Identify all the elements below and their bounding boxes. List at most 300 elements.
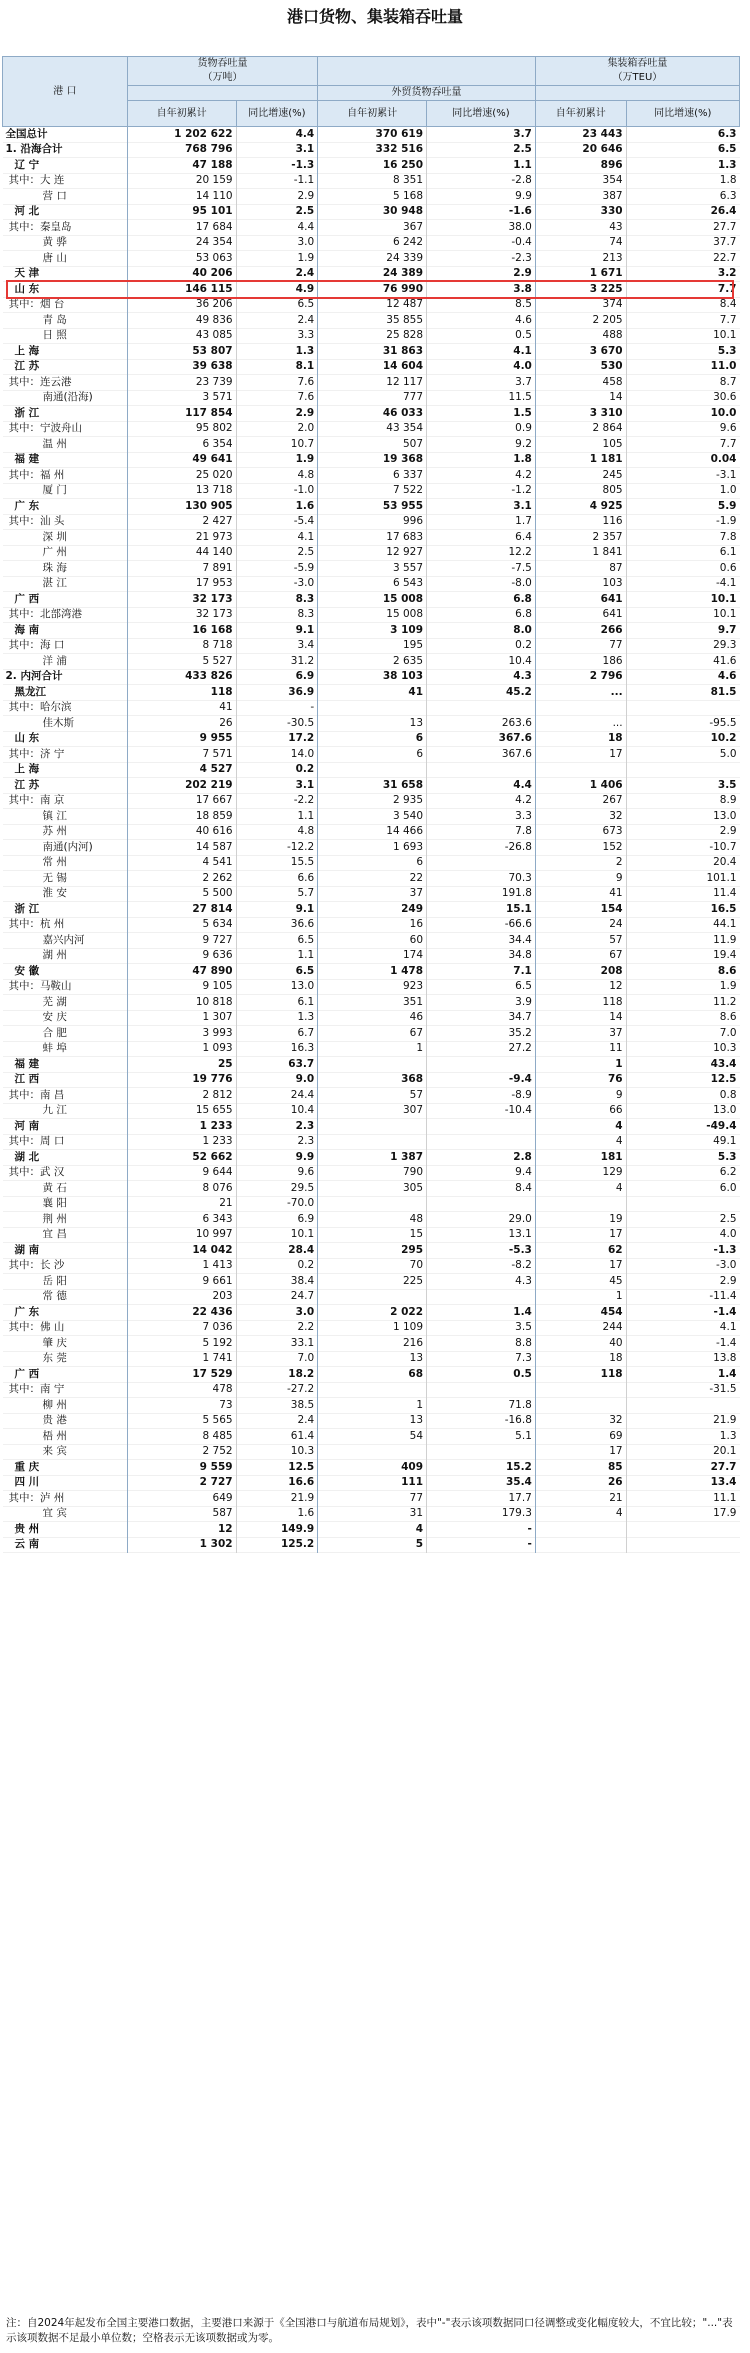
table-cell: 16 250	[318, 158, 427, 174]
table-cell: 4 541	[127, 855, 236, 871]
table-cell	[626, 1537, 739, 1553]
table-cell	[318, 1196, 427, 1212]
table-cell: 3.4	[236, 638, 318, 654]
table-cell: 12	[127, 1522, 236, 1538]
table-cell: 14 042	[127, 1243, 236, 1259]
table-cell: 13	[318, 716, 427, 732]
table-cell: 61.4	[236, 1429, 318, 1445]
table-row	[3, 235, 740, 251]
table-cell: 3 225	[535, 282, 626, 298]
port-name: 其中：南 昌	[8, 1088, 65, 1101]
table-cell: 2.3	[236, 1134, 318, 1150]
table-cell: -2.8	[427, 173, 536, 189]
table-cell: 10.1	[626, 592, 739, 608]
table-cell: 20 646	[535, 142, 626, 158]
table-cell: 4.0	[626, 1227, 739, 1243]
table-cell: 9	[535, 871, 626, 887]
table-row	[3, 530, 740, 546]
table-cell: 216	[318, 1336, 427, 1352]
table-cell: 1	[535, 1057, 626, 1073]
table-row	[3, 995, 740, 1011]
table-cell: 2.4	[236, 1413, 318, 1429]
table-cell	[427, 855, 536, 871]
table-cell: 1 693	[318, 840, 427, 856]
table-row	[3, 1150, 740, 1166]
table-cell: 95 101	[127, 204, 236, 220]
table-row	[3, 483, 740, 499]
table-cell: 805	[535, 483, 626, 499]
table-cell: -8.9	[427, 1088, 536, 1104]
table-cell: -70.0	[236, 1196, 318, 1212]
table-cell: 10.4	[236, 1103, 318, 1119]
table-cell: 31 863	[318, 344, 427, 360]
table-cell: 116	[535, 514, 626, 530]
table-cell: 9.0	[236, 1072, 318, 1088]
table-cell: 10.0	[626, 406, 739, 422]
table-row	[3, 344, 740, 360]
port-name: 蚌 埠	[42, 1042, 67, 1055]
table-cell: 2.4	[236, 313, 318, 329]
table-cell: 191.8	[427, 886, 536, 902]
table-cell: 30.6	[626, 390, 739, 406]
table-cell: 0.04	[626, 452, 739, 468]
table-cell: 367	[318, 220, 427, 236]
table-cell: 35.2	[427, 1026, 536, 1042]
table-cell: 152	[535, 840, 626, 856]
table-cell: 367.6	[427, 731, 536, 747]
port-name: 嘉兴内河	[42, 933, 85, 946]
table-cell: 263.6	[427, 716, 536, 732]
port-name: 东 莞	[42, 1352, 67, 1365]
table-row	[3, 1444, 740, 1460]
table-cell: 3.3	[427, 809, 536, 825]
table-cell: 8.5	[427, 297, 536, 313]
port-name: 宜 宾	[42, 1507, 67, 1520]
table-cell: 17 683	[318, 530, 427, 546]
table-cell: -66.6	[427, 917, 536, 933]
table-cell: 13.8	[626, 1351, 739, 1367]
table-cell	[535, 762, 626, 778]
table-cell: 60	[318, 933, 427, 949]
table-cell: 3.9	[427, 995, 536, 1011]
table-cell: 3.0	[236, 235, 318, 251]
table-cell: 16 168	[127, 623, 236, 639]
table-cell: 67	[318, 1026, 427, 1042]
table-cell: 2.5	[236, 545, 318, 561]
table-row	[3, 623, 740, 639]
table-cell: 7.8	[626, 530, 739, 546]
table-cell: 186	[535, 654, 626, 670]
table-cell: 5 168	[318, 189, 427, 205]
table-cell: 3.5	[427, 1320, 536, 1336]
table-cell: -1.0	[236, 483, 318, 499]
table-cell: 2 022	[318, 1305, 427, 1321]
port-name: 其中：武 汉	[8, 1166, 65, 1179]
table-cell: 37	[318, 886, 427, 902]
table-cell: 11.5	[427, 390, 536, 406]
table-cell: 2 812	[127, 1088, 236, 1104]
table-cell: 15.5	[236, 855, 318, 871]
table-cell: -1.9	[626, 514, 739, 530]
header-cargo-group	[127, 57, 317, 86]
port-name: 佳木斯	[42, 716, 74, 729]
port-name: 贵 州	[14, 1522, 40, 1535]
table-cell: 16	[318, 917, 427, 933]
table-cell: 32 173	[127, 607, 236, 623]
table-row	[3, 669, 740, 685]
table-cell: 29.0	[427, 1212, 536, 1228]
table-cell: 6 343	[127, 1212, 236, 1228]
table-row	[3, 1475, 740, 1491]
table-cell: 7.1	[427, 964, 536, 980]
table-cell: -31.5	[626, 1382, 739, 1398]
table-cell: 9.6	[626, 421, 739, 437]
table-cell: 15.1	[427, 902, 536, 918]
table-cell: 330	[535, 204, 626, 220]
table-cell: 7.7	[626, 313, 739, 329]
table-cell: -7.5	[427, 561, 536, 577]
table-cell: 10 997	[127, 1227, 236, 1243]
port-name: 宜 昌	[42, 1228, 67, 1241]
table-cell: 1.9	[626, 979, 739, 995]
table-cell: 1.1	[427, 158, 536, 174]
table-cell: 117 854	[127, 406, 236, 422]
table-cell: 105	[535, 437, 626, 453]
table-cell: 5 500	[127, 886, 236, 902]
table-cell: 16.6	[236, 1475, 318, 1491]
table-cell: 10.2	[626, 731, 739, 747]
table-cell: 77	[535, 638, 626, 654]
table-cell: 76	[535, 1072, 626, 1088]
port-name: 其中：大 连	[8, 174, 65, 187]
table-cell: 5.9	[626, 499, 739, 515]
table-cell: 8.3	[236, 592, 318, 608]
table-row	[3, 809, 740, 825]
table-cell: -4.1	[626, 576, 739, 592]
table-cell: 4.0	[427, 359, 536, 375]
table-cell: 101.1	[626, 871, 739, 887]
header-container-unit: （万TEU）	[612, 72, 663, 83]
table-cell: ...	[535, 716, 626, 732]
table-row	[3, 375, 740, 391]
table-row	[3, 173, 740, 189]
table-cell: 0.8	[626, 1088, 739, 1104]
table-cell: 4	[535, 1134, 626, 1150]
table-cell: 6.1	[236, 995, 318, 1011]
table-cell: -	[427, 1537, 536, 1553]
table-cell: -1.2	[427, 483, 536, 499]
table-cell: 26	[535, 1475, 626, 1491]
table-cell: 32 173	[127, 592, 236, 608]
port-name: 广 西	[14, 592, 40, 605]
table-row	[3, 716, 740, 732]
table-cell: 1 302	[127, 1537, 236, 1553]
table-cell: 35.4	[427, 1475, 536, 1491]
table-cell: 7.0	[626, 1026, 739, 1042]
table-cell: 16.5	[626, 902, 739, 918]
table-cell: 22 436	[127, 1305, 236, 1321]
table-cell: 7.0	[236, 1351, 318, 1367]
table-row	[3, 1165, 740, 1181]
table-cell: 15 008	[318, 607, 427, 623]
port-name: 淮 安	[42, 887, 67, 900]
header-cargo-label: 货物吞吐量	[197, 58, 248, 69]
table-cell: 66	[535, 1103, 626, 1119]
table-cell: 267	[535, 793, 626, 809]
table-cell: 32	[535, 1413, 626, 1429]
table-cell: 4.4	[427, 778, 536, 794]
table-cell	[318, 762, 427, 778]
subheader-1: 自年初累计	[127, 101, 236, 127]
table-cell: 30 948	[318, 204, 427, 220]
table-cell	[318, 1057, 427, 1073]
table-cell: 1 233	[127, 1134, 236, 1150]
table-cell: 17.2	[236, 731, 318, 747]
table-cell: 3.8	[427, 282, 536, 298]
table-cell: 6.5	[236, 297, 318, 313]
table-cell: 458	[535, 375, 626, 391]
table-cell: 488	[535, 328, 626, 344]
port-name: 湖 南	[14, 1243, 40, 1256]
table-cell: 44.1	[626, 917, 739, 933]
table-row	[3, 545, 740, 561]
table-cell: 6.9	[236, 669, 318, 685]
table-cell: 213	[535, 251, 626, 267]
table-cell: 63.7	[236, 1057, 318, 1073]
table-cell: 4.1	[626, 1320, 739, 1336]
table-cell: 6.6	[236, 871, 318, 887]
table-cell	[427, 1382, 536, 1398]
table-cell: 1.4	[626, 1367, 739, 1383]
table-cell: 20.1	[626, 1444, 739, 1460]
table-cell: 21	[535, 1491, 626, 1507]
table-cell: 44 140	[127, 545, 236, 561]
header-container-spacer	[535, 86, 739, 101]
table-cell: -1.4	[626, 1336, 739, 1352]
table-cell: 74	[535, 235, 626, 251]
table-cell: 181	[535, 1150, 626, 1166]
table-cell: 4.1	[427, 344, 536, 360]
table-cell: 1 307	[127, 1010, 236, 1026]
port-name: 温 州	[42, 437, 67, 450]
table-cell: 1	[318, 1398, 427, 1414]
port-name: 河 北	[14, 205, 40, 218]
table-cell: 31 658	[318, 778, 427, 794]
table-cell: 62	[535, 1243, 626, 1259]
table-row	[3, 266, 740, 282]
port-name: 青 岛	[42, 313, 67, 326]
table-cell: 7 571	[127, 747, 236, 763]
table-row	[3, 1289, 740, 1305]
table-cell	[626, 1398, 739, 1414]
table-cell	[318, 700, 427, 716]
table-cell: 19	[535, 1212, 626, 1228]
table-row	[3, 654, 740, 670]
table-cell: -	[236, 700, 318, 716]
table-cell: 49.1	[626, 1134, 739, 1150]
table-cell: 19 776	[127, 1072, 236, 1088]
table-cell	[427, 1196, 536, 1212]
table-row	[3, 561, 740, 577]
table-cell: 22	[318, 871, 427, 887]
table-cell: 305	[318, 1181, 427, 1197]
table-cell: 43	[535, 220, 626, 236]
table-cell: 1 478	[318, 964, 427, 980]
table-cell: 7.3	[427, 1351, 536, 1367]
table-cell: 2 796	[535, 669, 626, 685]
table-cell: 24	[535, 917, 626, 933]
table-cell: 1.3	[626, 158, 739, 174]
table-cell: 154	[535, 902, 626, 918]
port-name: 常 德	[42, 1290, 67, 1303]
table-cell: 5 565	[127, 1413, 236, 1429]
table-cell: 24 339	[318, 251, 427, 267]
port-name: 江 西	[14, 1073, 40, 1086]
table-cell: 4.2	[427, 468, 536, 484]
table-cell: 2 205	[535, 313, 626, 329]
table-cell	[535, 1522, 626, 1538]
table-cell: 12.2	[427, 545, 536, 561]
table-cell: 387	[535, 189, 626, 205]
port-name: 深 圳	[42, 530, 67, 543]
table-cell: 2.5	[626, 1212, 739, 1228]
table-cell: 34.4	[427, 933, 536, 949]
table-row	[3, 406, 740, 422]
table-row	[3, 576, 740, 592]
footnote: 注：自2024年起发布全国主要港口数据，主要港口来源于《全国港口与航道布局规划》，表中"-"表示该项数据同口径调整或变化幅度较大，不宜比较；"..."表示该项数据不足最小单位数；空格表示无该项数据或为零。	[6, 2317, 733, 2344]
table-cell: 24.4	[236, 1088, 318, 1104]
table-cell: -2.3	[427, 251, 536, 267]
table-cell: 1.0	[626, 483, 739, 499]
port-name: 其中：杭 州	[8, 918, 65, 931]
table-cell: 9 661	[127, 1274, 236, 1290]
table-cell: 10.1	[236, 1227, 318, 1243]
table-cell: 13 718	[127, 483, 236, 499]
table-cell: 9 955	[127, 731, 236, 747]
table-cell: 9.7	[626, 623, 739, 639]
table-cell: 118	[535, 1367, 626, 1383]
table-cell: 208	[535, 964, 626, 980]
port-name: 荆 州	[42, 1212, 67, 1225]
port-name: 其中：秦皇岛	[8, 220, 72, 233]
table-cell: 1 671	[535, 266, 626, 282]
table-cell: 673	[535, 824, 626, 840]
port-name: 其中：连云港	[8, 375, 72, 388]
table-body	[3, 127, 740, 1553]
table-cell: 47 890	[127, 964, 236, 980]
table-cell: 1.4	[427, 1305, 536, 1321]
table-cell: 2 935	[318, 793, 427, 809]
table-cell	[318, 1444, 427, 1460]
table-cell: 3.0	[236, 1305, 318, 1321]
port-name: 其中：烟 台	[8, 298, 65, 311]
table-cell: 790	[318, 1165, 427, 1181]
table-cell: 0.2	[236, 1258, 318, 1274]
table-cell: 17	[535, 1227, 626, 1243]
table-cell: 11.4	[626, 886, 739, 902]
table-cell: 1	[535, 1289, 626, 1305]
table-row	[3, 437, 740, 453]
port-name: 贵 港	[42, 1414, 67, 1427]
table-cell	[427, 1119, 536, 1135]
table-cell: 13.0	[236, 979, 318, 995]
table-cell	[427, 1057, 536, 1073]
table-cell: 368	[318, 1072, 427, 1088]
table-cell: 9 636	[127, 948, 236, 964]
table-cell: 1.3	[236, 1010, 318, 1026]
table-cell: 10.3	[626, 1041, 739, 1057]
table-cell: 13.4	[626, 1475, 739, 1491]
table-cell: 52 662	[127, 1150, 236, 1166]
table-cell: ...	[535, 685, 626, 701]
table-cell: 18	[535, 1351, 626, 1367]
table-cell: 1 387	[318, 1150, 427, 1166]
table-cell: 3 571	[127, 390, 236, 406]
table-cell: 25	[127, 1057, 236, 1073]
port-name: 来 宾	[42, 1445, 67, 1458]
port-name: 肇 庆	[42, 1336, 67, 1349]
port-name: 无 锡	[42, 871, 67, 884]
table-cell: 17 667	[127, 793, 236, 809]
table-row	[3, 189, 740, 205]
table-cell: 13	[318, 1413, 427, 1429]
port-name: 珠 海	[42, 561, 67, 574]
table-cell: 1.3	[236, 344, 318, 360]
port-name: 其中：宁波舟山	[8, 422, 82, 435]
table-row	[3, 902, 740, 918]
table-cell: 1.6	[236, 1506, 318, 1522]
table-cell: 3.7	[427, 127, 536, 143]
table-row	[3, 1460, 740, 1476]
port-name: 上 海	[14, 344, 40, 357]
table-cell: 4.3	[427, 669, 536, 685]
table-cell: 21 973	[127, 530, 236, 546]
table-cell: 6.8	[427, 592, 536, 608]
table-cell: 24 389	[318, 266, 427, 282]
table-cell: 73	[127, 1398, 236, 1414]
table-cell: 27.7	[626, 1460, 739, 1476]
table-cell: 1.9	[236, 251, 318, 267]
table-row	[3, 1320, 740, 1336]
port-name: 岳 阳	[42, 1274, 67, 1287]
table-cell: 6	[318, 855, 427, 871]
table-row	[3, 1010, 740, 1026]
port-name: 其中：南 京	[8, 794, 65, 807]
port-name: 福 建	[14, 1057, 40, 1070]
table-cell: 14 466	[318, 824, 427, 840]
table-cell: -3.0	[626, 1258, 739, 1274]
table-row	[3, 1258, 740, 1274]
port-name: 芜 湖	[42, 995, 67, 1008]
table-cell: 0.2	[427, 638, 536, 654]
table-cell: 3.5	[626, 778, 739, 794]
table-cell: 29.5	[236, 1181, 318, 1197]
table-cell: 5.0	[626, 747, 739, 763]
table-cell: 244	[535, 1320, 626, 1336]
table-cell: 6 354	[127, 437, 236, 453]
table-cell: 18 859	[127, 809, 236, 825]
table-row	[3, 127, 740, 143]
table-cell: 49 641	[127, 452, 236, 468]
table-cell: 43 354	[318, 421, 427, 437]
header-port: 港 口	[3, 57, 128, 127]
table-cell: 14 110	[127, 189, 236, 205]
table-cell: 179.3	[427, 1506, 536, 1522]
table-cell: 0.5	[427, 1367, 536, 1383]
table-cell: 768 796	[127, 142, 236, 158]
table-cell: 24.7	[236, 1289, 318, 1305]
table-cell: 9.6	[236, 1165, 318, 1181]
